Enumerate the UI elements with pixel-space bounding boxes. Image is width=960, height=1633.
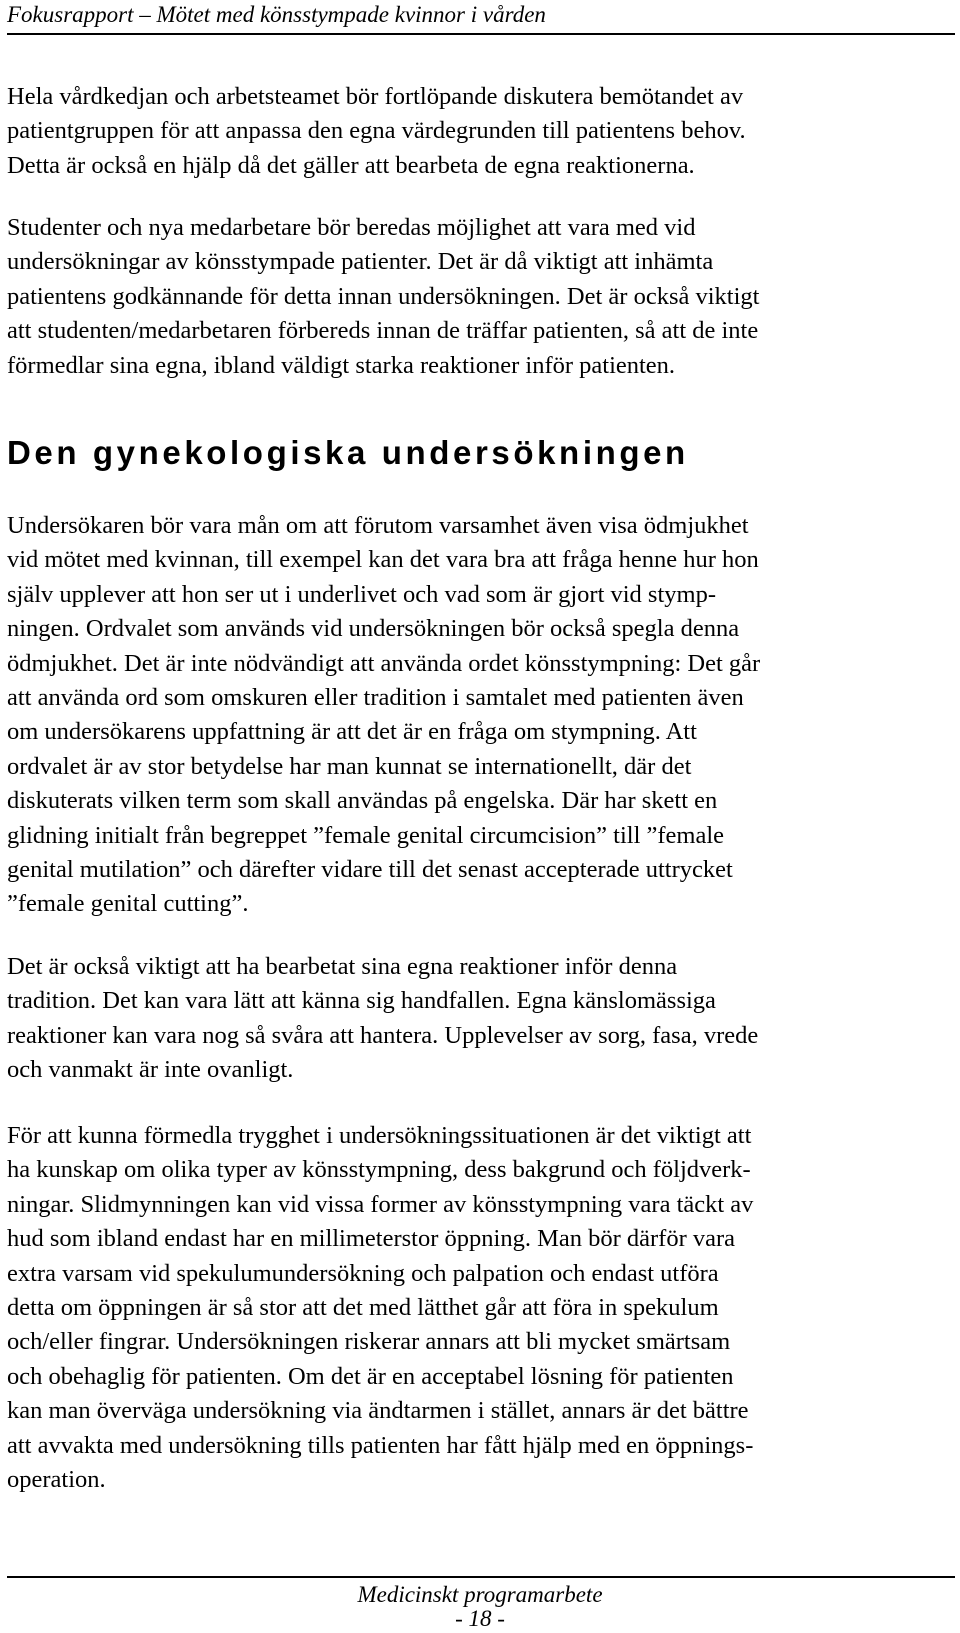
text-line: ningar. Slidmynningen kan vid vissa former av könsstympning vara täckt av [7,1190,754,1218]
text-line: För att kunna förmedla trygghet i undersökningssituationen är det viktigt att [7,1122,752,1149]
text-line: detta om öppningen är så stor att det med lätthet går att föra in spekulum [7,1294,719,1322]
text-line: Hela vårdkedjan och arbetsteamet bör fortlöpande diskutera bemötandet av [7,83,744,110]
page-header [7,0,955,34]
footer-program: Medicinskt programarbete [357,1582,603,1607]
text-line: ödmjukhet. Det är inte nödvändigt att använda ordet könsstympning: Det går [7,649,761,677]
text-line: och vanmakt är inte ovanligt. [7,1056,294,1084]
text-line: operation. [7,1466,106,1494]
text-line: vid mötet med kvinnan, till exempel kan det vara bra att fråga henne hur hon [7,546,759,574]
text-line: ”female genital cutting”. [7,890,249,918]
text-line: patientens godkännande för detta innan undersökningen. Det är också viktigt [7,282,760,310]
text-line: Studenter och nya medarbetare bör beredas möjlighet att vara med vid [7,214,696,241]
footer-divider [7,1576,955,1578]
text-line: ningen. Ordvalet som används vid undersökningen bör också spegla denna [7,615,740,643]
paragraph [7,1119,947,1497]
page-number: - 18 - [455,1606,505,1631]
text-line: genital mutilation” och därefter vidare till det senast accepterade uttrycket [7,856,733,884]
text-line: Det är också viktigt att ha bearbetat sina egna reaktioner inför denna [7,953,678,980]
header-title: Fokusrapport – Mötet med könsstympade kvinnor i vården [7,2,546,27]
text-line: Detta är också en hjälp då det gäller att bearbeta de egna reaktionerna. [7,151,695,179]
text-line: att studenten/medarbetaren förbereds innan de träffar patienten, så att de inte [7,317,759,345]
paragraph [7,509,947,922]
text-line: själv upplever att hon ser ut i underlivet och vad som är gjort vid stymp- [7,580,716,608]
text-line: glidning initialt från begreppet ”female genital circumcision” till ”female [7,821,725,849]
text-line: reaktioner kan vara nog så svåra att hantera. Upplevelser av sorg, fasa, vrede [7,1021,759,1049]
paragraph [7,950,947,1088]
text-line: hud som ibland endast har en millimeterstor öppning. Man bör därför vara [7,1225,736,1253]
text-line: och obehaglig för patienten. Om det är en acceptabel lösning för patienten [7,1362,734,1390]
text-line: att använda ord som omskuren eller tradition i samtalet med patienten även [7,684,744,712]
text-line: kan man överväga undersökning via ändtarmen i stället, annars är det bättre [7,1397,749,1425]
header-divider [7,33,955,35]
text-line: tradition. Det kan vara lätt att känna sig handfallen. Egna känslomässiga [7,987,716,1015]
text-line: att avvakta med undersökning tills patienten har fått hjälp med en öppnings- [7,1431,754,1459]
text-line: undersökningar av könsstympade patienter. Det är då viktigt att inhämta [7,248,714,276]
section-heading: Den gynekologiska undersökningen [7,434,689,471]
text-line: ha kunskap om olika typer av könsstympning, dess bakgrund och följdverk- [7,1156,751,1184]
paragraph [7,80,947,183]
text-line: om undersökarens uppfattning är att det är en fråga om stympning. Att [7,718,697,746]
text-line: diskuterats vilken term som skall användas på engelska. Där har skett en [7,787,718,815]
text-line: ordvalet är av stor betydelse har man kunnat se internationellt, där det [7,752,692,780]
text-line: förmedlar sina egna, ibland väldigt starka reaktioner inför patienten. [7,351,676,379]
text-line: och/eller fingrar. Undersökningen riskerar annars att bli mycket smärtsam [7,1328,731,1356]
text-line: Undersökaren bör vara mån om att förutom varsamhet även visa ödmjukhet [7,512,749,539]
text-line: patientgruppen för att anpassa den egna värdegrunden till patientens behov. [7,117,746,145]
text-line: extra varsam vid spekulumundersökning och palpation och endast utföra [7,1259,719,1287]
paragraph [7,211,947,383]
